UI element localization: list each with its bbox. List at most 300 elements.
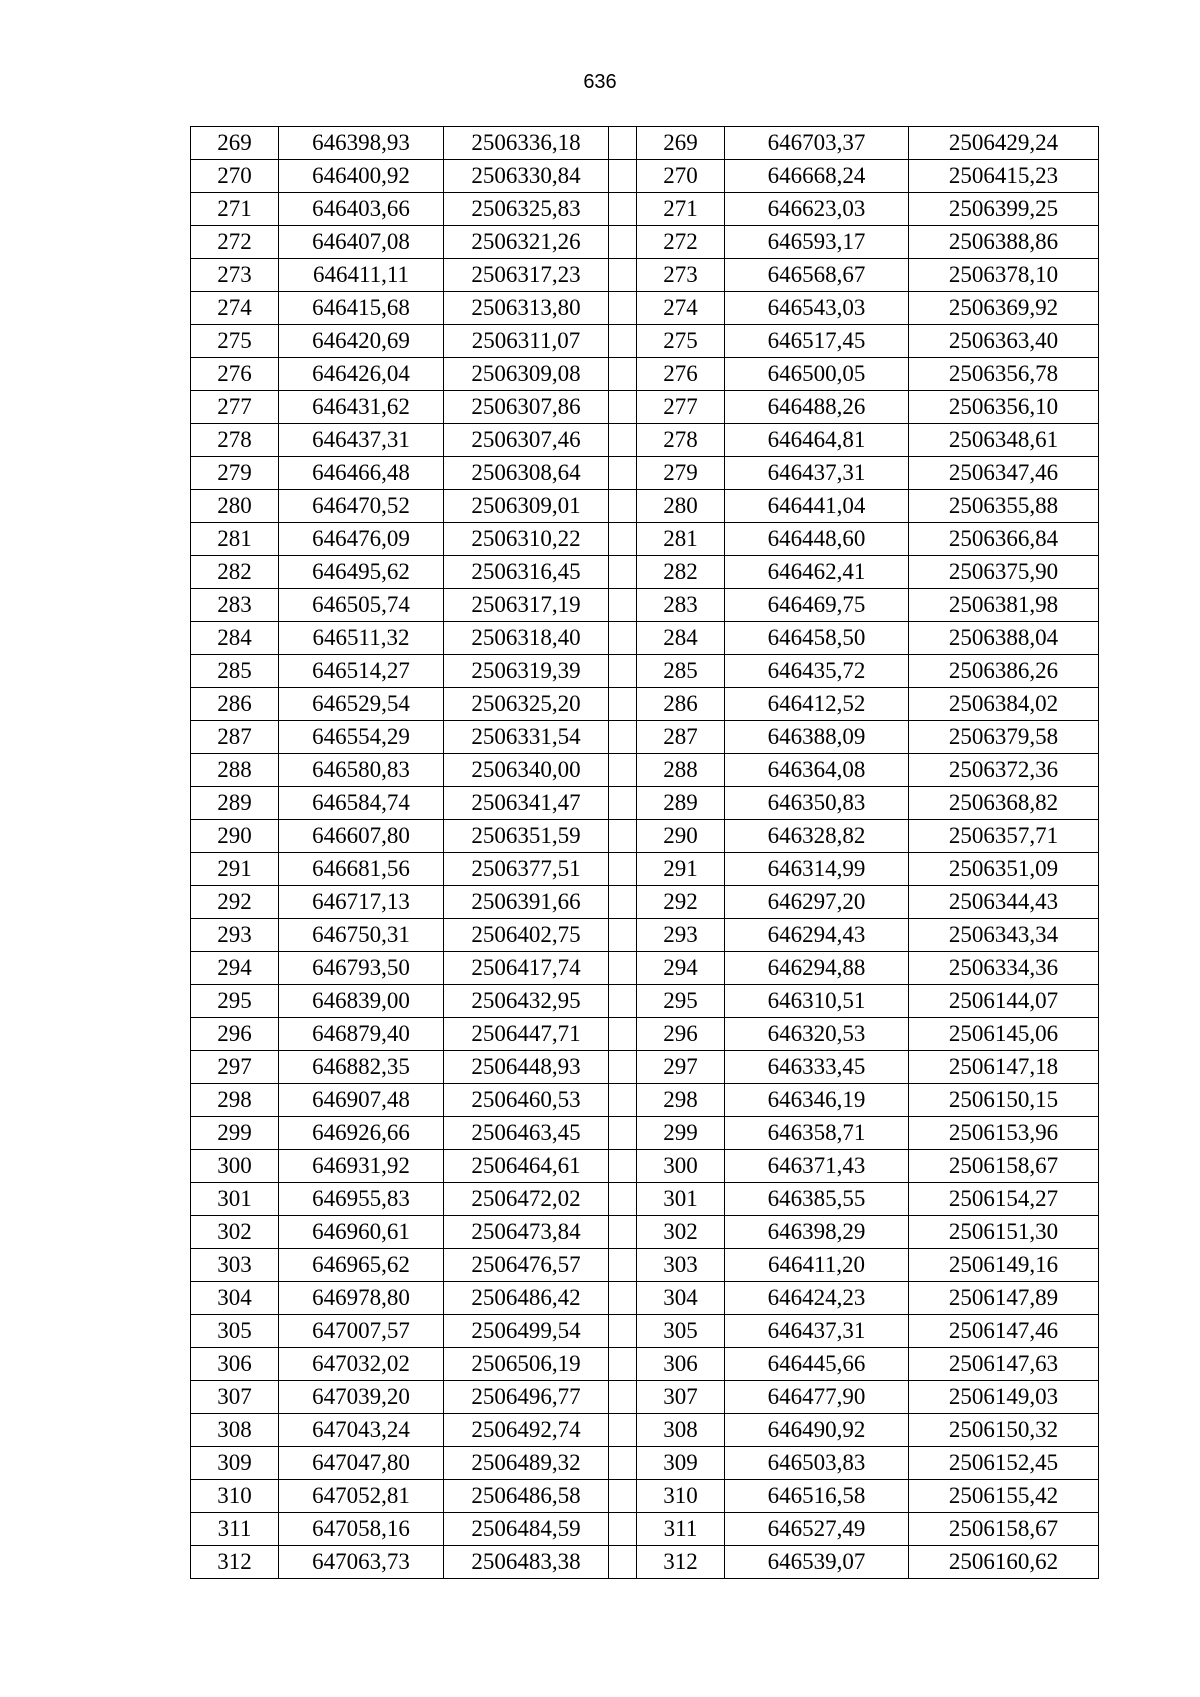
y-coordinate-cell: 2506158,67	[909, 1150, 1099, 1183]
y-coordinate-cell: 2506496,77	[444, 1381, 609, 1414]
x-coordinate-cell: 646488,26	[725, 391, 909, 424]
y-coordinate-cell: 2506379,58	[909, 721, 1099, 754]
point-number-cell: 296	[637, 1018, 725, 1051]
y-coordinate-cell: 2506372,36	[909, 754, 1099, 787]
table-row	[191, 1117, 1099, 1150]
y-coordinate-cell: 2506355,88	[909, 490, 1099, 523]
x-coordinate-cell: 646464,81	[725, 424, 909, 457]
spacer-cell	[609, 1051, 637, 1084]
point-number-cell: 305	[637, 1315, 725, 1348]
x-coordinate-cell: 646517,45	[725, 325, 909, 358]
y-coordinate-cell: 2506348,61	[909, 424, 1099, 457]
x-coordinate-cell: 646385,55	[725, 1183, 909, 1216]
spacer-cell	[609, 1381, 637, 1414]
point-number-cell: 279	[637, 457, 725, 490]
y-coordinate-cell: 2506375,90	[909, 556, 1099, 589]
x-coordinate-cell: 646310,51	[725, 985, 909, 1018]
spacer-cell	[609, 523, 637, 556]
point-number-cell: 293	[191, 919, 279, 952]
y-coordinate-cell: 2506384,02	[909, 688, 1099, 721]
y-coordinate-cell: 2506472,02	[444, 1183, 609, 1216]
y-coordinate-cell: 2506316,45	[444, 556, 609, 589]
table-row	[191, 259, 1099, 292]
point-number-cell: 308	[637, 1414, 725, 1447]
point-number-cell: 306	[637, 1348, 725, 1381]
x-coordinate-cell: 646458,50	[725, 622, 909, 655]
x-coordinate-cell: 646412,52	[725, 688, 909, 721]
table-row	[191, 1249, 1099, 1282]
point-number-cell: 275	[191, 325, 279, 358]
point-number-cell: 301	[191, 1183, 279, 1216]
point-number-cell: 285	[191, 655, 279, 688]
x-coordinate-cell: 646424,23	[725, 1282, 909, 1315]
point-number-cell: 292	[191, 886, 279, 919]
point-number-cell: 276	[637, 358, 725, 391]
x-coordinate-cell: 646462,41	[725, 556, 909, 589]
table-row	[191, 1051, 1099, 1084]
table-row	[191, 952, 1099, 985]
point-number-cell: 291	[637, 853, 725, 886]
point-number-cell: 298	[637, 1084, 725, 1117]
y-coordinate-cell: 2506341,47	[444, 787, 609, 820]
table-row	[191, 1018, 1099, 1051]
point-number-cell: 302	[191, 1216, 279, 1249]
x-coordinate-cell: 646500,05	[725, 358, 909, 391]
x-coordinate-cell: 646879,40	[279, 1018, 444, 1051]
x-coordinate-cell: 646294,88	[725, 952, 909, 985]
y-coordinate-cell: 2506149,03	[909, 1381, 1099, 1414]
point-number-cell: 281	[191, 523, 279, 556]
point-number-cell: 293	[637, 919, 725, 952]
coordinates-table	[190, 126, 1099, 1579]
x-coordinate-cell: 646358,71	[725, 1117, 909, 1150]
x-coordinate-cell: 647043,24	[279, 1414, 444, 1447]
x-coordinate-cell: 646955,83	[279, 1183, 444, 1216]
y-coordinate-cell: 2506447,71	[444, 1018, 609, 1051]
spacer-cell	[609, 655, 637, 688]
x-coordinate-cell: 647039,20	[279, 1381, 444, 1414]
point-number-cell: 291	[191, 853, 279, 886]
y-coordinate-cell: 2506307,86	[444, 391, 609, 424]
y-coordinate-cell: 2506331,54	[444, 721, 609, 754]
y-coordinate-cell: 2506368,82	[909, 787, 1099, 820]
spacer-cell	[609, 688, 637, 721]
y-coordinate-cell: 2506492,74	[444, 1414, 609, 1447]
x-coordinate-cell: 646505,74	[279, 589, 444, 622]
table-row	[191, 193, 1099, 226]
table-row	[191, 886, 1099, 919]
x-coordinate-cell: 646388,09	[725, 721, 909, 754]
x-coordinate-cell: 646580,83	[279, 754, 444, 787]
point-number-cell: 286	[191, 688, 279, 721]
y-coordinate-cell: 2506319,39	[444, 655, 609, 688]
x-coordinate-cell: 646437,31	[725, 457, 909, 490]
y-coordinate-cell: 2506356,10	[909, 391, 1099, 424]
point-number-cell: 310	[191, 1480, 279, 1513]
table-row	[191, 1447, 1099, 1480]
point-number-cell: 274	[191, 292, 279, 325]
y-coordinate-cell: 2506155,42	[909, 1480, 1099, 1513]
point-number-cell: 304	[637, 1282, 725, 1315]
y-coordinate-cell: 2506309,01	[444, 490, 609, 523]
point-number-cell: 285	[637, 655, 725, 688]
spacer-cell	[609, 1480, 637, 1513]
point-number-cell: 301	[637, 1183, 725, 1216]
point-number-cell: 280	[637, 490, 725, 523]
spacer-cell	[609, 1150, 637, 1183]
x-coordinate-cell: 646398,29	[725, 1216, 909, 1249]
x-coordinate-cell: 646346,19	[725, 1084, 909, 1117]
y-coordinate-cell: 2506402,75	[444, 919, 609, 952]
point-number-cell: 310	[637, 1480, 725, 1513]
y-coordinate-cell: 2506399,25	[909, 193, 1099, 226]
y-coordinate-cell: 2506344,43	[909, 886, 1099, 919]
spacer-cell	[609, 589, 637, 622]
table-row	[191, 622, 1099, 655]
y-coordinate-cell: 2506499,54	[444, 1315, 609, 1348]
x-coordinate-cell: 646320,53	[725, 1018, 909, 1051]
x-coordinate-cell: 646511,32	[279, 622, 444, 655]
y-coordinate-cell: 2506151,30	[909, 1216, 1099, 1249]
point-number-cell: 283	[637, 589, 725, 622]
point-number-cell: 289	[637, 787, 725, 820]
table-row	[191, 490, 1099, 523]
point-number-cell: 299	[191, 1117, 279, 1150]
y-coordinate-cell: 2506308,64	[444, 457, 609, 490]
x-coordinate-cell: 646328,82	[725, 820, 909, 853]
point-number-cell: 272	[637, 226, 725, 259]
y-coordinate-cell: 2506318,40	[444, 622, 609, 655]
point-number-cell: 302	[637, 1216, 725, 1249]
x-coordinate-cell: 646965,62	[279, 1249, 444, 1282]
y-coordinate-cell: 2506160,62	[909, 1546, 1099, 1579]
y-coordinate-cell: 2506147,46	[909, 1315, 1099, 1348]
x-coordinate-cell: 646495,62	[279, 556, 444, 589]
table-row	[191, 127, 1099, 160]
y-coordinate-cell: 2506149,16	[909, 1249, 1099, 1282]
x-coordinate-cell: 646411,20	[725, 1249, 909, 1282]
y-coordinate-cell: 2506158,67	[909, 1513, 1099, 1546]
x-coordinate-cell: 646448,60	[725, 523, 909, 556]
table-row	[191, 160, 1099, 193]
y-coordinate-cell: 2506484,59	[444, 1513, 609, 1546]
spacer-cell	[609, 820, 637, 853]
point-number-cell: 307	[637, 1381, 725, 1414]
x-coordinate-cell: 646294,43	[725, 919, 909, 952]
x-coordinate-cell: 646297,20	[725, 886, 909, 919]
point-number-cell: 296	[191, 1018, 279, 1051]
x-coordinate-cell: 646793,50	[279, 952, 444, 985]
x-coordinate-cell: 646882,35	[279, 1051, 444, 1084]
x-coordinate-cell: 647058,16	[279, 1513, 444, 1546]
y-coordinate-cell: 2506340,00	[444, 754, 609, 787]
point-number-cell: 269	[637, 127, 725, 160]
spacer-cell	[609, 1183, 637, 1216]
point-number-cell: 271	[637, 193, 725, 226]
spacer-cell	[609, 952, 637, 985]
table-row	[191, 853, 1099, 886]
spacer-cell	[609, 127, 637, 160]
x-coordinate-cell: 647047,80	[279, 1447, 444, 1480]
table-row	[191, 1084, 1099, 1117]
y-coordinate-cell: 2506325,20	[444, 688, 609, 721]
y-coordinate-cell: 2506377,51	[444, 853, 609, 886]
x-coordinate-cell: 646477,90	[725, 1381, 909, 1414]
coordinates-table-body	[191, 127, 1099, 1579]
point-number-cell: 284	[637, 622, 725, 655]
table-row	[191, 556, 1099, 589]
point-number-cell: 269	[191, 127, 279, 160]
table-row	[191, 688, 1099, 721]
point-number-cell: 309	[637, 1447, 725, 1480]
spacer-cell	[609, 556, 637, 589]
point-number-cell: 283	[191, 589, 279, 622]
point-number-cell: 300	[637, 1150, 725, 1183]
spacer-cell	[609, 721, 637, 754]
point-number-cell: 288	[637, 754, 725, 787]
point-number-cell: 307	[191, 1381, 279, 1414]
x-coordinate-cell: 646931,92	[279, 1150, 444, 1183]
table-row	[191, 1348, 1099, 1381]
x-coordinate-cell: 646437,31	[279, 424, 444, 457]
spacer-cell	[609, 292, 637, 325]
table-row	[191, 1546, 1099, 1579]
y-coordinate-cell: 2506310,22	[444, 523, 609, 556]
x-coordinate-cell: 646435,72	[725, 655, 909, 688]
y-coordinate-cell: 2506347,46	[909, 457, 1099, 490]
point-number-cell: 299	[637, 1117, 725, 1150]
y-coordinate-cell: 2506150,32	[909, 1414, 1099, 1447]
point-number-cell: 270	[637, 160, 725, 193]
x-coordinate-cell: 646584,74	[279, 787, 444, 820]
x-coordinate-cell: 646717,13	[279, 886, 444, 919]
y-coordinate-cell: 2506307,46	[444, 424, 609, 457]
table-row	[191, 292, 1099, 325]
spacer-cell	[609, 193, 637, 226]
point-number-cell: 308	[191, 1414, 279, 1447]
point-number-cell: 273	[637, 259, 725, 292]
spacer-cell	[609, 985, 637, 1018]
table-row	[191, 523, 1099, 556]
point-number-cell: 278	[191, 424, 279, 457]
point-number-cell: 311	[637, 1513, 725, 1546]
y-coordinate-cell: 2506321,26	[444, 226, 609, 259]
table-row	[191, 820, 1099, 853]
x-coordinate-cell: 646607,80	[279, 820, 444, 853]
table-row	[191, 1315, 1099, 1348]
y-coordinate-cell: 2506388,86	[909, 226, 1099, 259]
spacer-cell	[609, 259, 637, 292]
x-coordinate-cell: 646839,00	[279, 985, 444, 1018]
x-coordinate-cell: 646476,09	[279, 523, 444, 556]
point-number-cell: 276	[191, 358, 279, 391]
point-number-cell: 281	[637, 523, 725, 556]
x-coordinate-cell: 647007,57	[279, 1315, 444, 1348]
point-number-cell: 287	[637, 721, 725, 754]
x-coordinate-cell: 646470,52	[279, 490, 444, 523]
point-number-cell: 284	[191, 622, 279, 655]
y-coordinate-cell: 2506417,74	[444, 952, 609, 985]
x-coordinate-cell: 646400,92	[279, 160, 444, 193]
y-coordinate-cell: 2506476,57	[444, 1249, 609, 1282]
y-coordinate-cell: 2506154,27	[909, 1183, 1099, 1216]
page-number: 636	[583, 71, 617, 93]
y-coordinate-cell: 2506336,18	[444, 127, 609, 160]
x-coordinate-cell: 646681,56	[279, 853, 444, 886]
table-row	[191, 1183, 1099, 1216]
y-coordinate-cell: 2506357,71	[909, 820, 1099, 853]
table-row	[191, 721, 1099, 754]
table-row	[191, 985, 1099, 1018]
table-row	[191, 1150, 1099, 1183]
spacer-cell	[609, 160, 637, 193]
x-coordinate-cell: 646371,43	[725, 1150, 909, 1183]
x-coordinate-cell: 646527,49	[725, 1513, 909, 1546]
point-number-cell: 287	[191, 721, 279, 754]
point-number-cell: 312	[191, 1546, 279, 1579]
x-coordinate-cell: 646668,24	[725, 160, 909, 193]
spacer-cell	[609, 424, 637, 457]
table-row	[191, 1381, 1099, 1414]
y-coordinate-cell: 2506343,34	[909, 919, 1099, 952]
spacer-cell	[609, 1546, 637, 1579]
table-row	[191, 1480, 1099, 1513]
point-number-cell: 305	[191, 1315, 279, 1348]
y-coordinate-cell: 2506317,19	[444, 589, 609, 622]
x-coordinate-cell: 646543,03	[725, 292, 909, 325]
x-coordinate-cell: 646314,99	[725, 853, 909, 886]
point-number-cell: 282	[191, 556, 279, 589]
y-coordinate-cell: 2506351,09	[909, 853, 1099, 886]
y-coordinate-cell: 2506152,45	[909, 1447, 1099, 1480]
y-coordinate-cell: 2506325,83	[444, 193, 609, 226]
y-coordinate-cell: 2506145,06	[909, 1018, 1099, 1051]
table-row	[191, 754, 1099, 787]
spacer-cell	[609, 226, 637, 259]
spacer-cell	[609, 1513, 637, 1546]
point-number-cell: 298	[191, 1084, 279, 1117]
y-coordinate-cell: 2506150,15	[909, 1084, 1099, 1117]
y-coordinate-cell: 2506330,84	[444, 160, 609, 193]
y-coordinate-cell: 2506448,93	[444, 1051, 609, 1084]
table-row	[191, 457, 1099, 490]
y-coordinate-cell: 2506378,10	[909, 259, 1099, 292]
point-number-cell: 277	[191, 391, 279, 424]
y-coordinate-cell: 2506464,61	[444, 1150, 609, 1183]
point-number-cell: 295	[191, 985, 279, 1018]
spacer-cell	[609, 919, 637, 952]
y-coordinate-cell: 2506369,92	[909, 292, 1099, 325]
x-coordinate-cell: 646441,04	[725, 490, 909, 523]
x-coordinate-cell: 646503,83	[725, 1447, 909, 1480]
spacer-cell	[609, 1447, 637, 1480]
x-coordinate-cell: 646364,08	[725, 754, 909, 787]
table-row	[191, 1414, 1099, 1447]
y-coordinate-cell: 2506147,89	[909, 1282, 1099, 1315]
x-coordinate-cell: 646490,92	[725, 1414, 909, 1447]
table-row	[191, 1513, 1099, 1546]
y-coordinate-cell: 2506313,80	[444, 292, 609, 325]
spacer-cell	[609, 1249, 637, 1282]
x-coordinate-cell: 646426,04	[279, 358, 444, 391]
x-coordinate-cell: 646516,58	[725, 1480, 909, 1513]
spacer-cell	[609, 886, 637, 919]
spacer-cell	[609, 1018, 637, 1051]
x-coordinate-cell: 646750,31	[279, 919, 444, 952]
spacer-cell	[609, 1117, 637, 1150]
spacer-cell	[609, 754, 637, 787]
table-row	[191, 358, 1099, 391]
x-coordinate-cell: 646398,93	[279, 127, 444, 160]
x-coordinate-cell: 646411,11	[279, 259, 444, 292]
point-number-cell: 277	[637, 391, 725, 424]
x-coordinate-cell: 647052,81	[279, 1480, 444, 1513]
point-number-cell: 290	[191, 820, 279, 853]
table-row	[191, 919, 1099, 952]
table-row	[191, 226, 1099, 259]
table-row	[191, 391, 1099, 424]
x-coordinate-cell: 646978,80	[279, 1282, 444, 1315]
x-coordinate-cell: 647032,02	[279, 1348, 444, 1381]
point-number-cell: 303	[637, 1249, 725, 1282]
spacer-cell	[609, 1348, 637, 1381]
y-coordinate-cell: 2506463,45	[444, 1117, 609, 1150]
x-coordinate-cell: 646437,31	[725, 1315, 909, 1348]
table-row	[191, 424, 1099, 457]
x-coordinate-cell: 646431,62	[279, 391, 444, 424]
y-coordinate-cell: 2506391,66	[444, 886, 609, 919]
point-number-cell: 290	[637, 820, 725, 853]
y-coordinate-cell: 2506351,59	[444, 820, 609, 853]
y-coordinate-cell: 2506381,98	[909, 589, 1099, 622]
spacer-cell	[609, 1216, 637, 1249]
point-number-cell: 306	[191, 1348, 279, 1381]
point-number-cell: 294	[191, 952, 279, 985]
point-number-cell: 292	[637, 886, 725, 919]
x-coordinate-cell: 646403,66	[279, 193, 444, 226]
point-number-cell: 279	[191, 457, 279, 490]
spacer-cell	[609, 1315, 637, 1348]
x-coordinate-cell: 646333,45	[725, 1051, 909, 1084]
y-coordinate-cell: 2506483,38	[444, 1546, 609, 1579]
point-number-cell: 282	[637, 556, 725, 589]
x-coordinate-cell: 646350,83	[725, 787, 909, 820]
spacer-cell	[609, 1414, 637, 1447]
y-coordinate-cell: 2506388,04	[909, 622, 1099, 655]
spacer-cell	[609, 1084, 637, 1117]
y-coordinate-cell: 2506363,40	[909, 325, 1099, 358]
point-number-cell: 311	[191, 1513, 279, 1546]
x-coordinate-cell: 646926,66	[279, 1117, 444, 1150]
y-coordinate-cell: 2506147,18	[909, 1051, 1099, 1084]
x-coordinate-cell: 646593,17	[725, 226, 909, 259]
point-number-cell: 295	[637, 985, 725, 1018]
x-coordinate-cell: 646445,66	[725, 1348, 909, 1381]
table-row	[191, 325, 1099, 358]
x-coordinate-cell: 646529,54	[279, 688, 444, 721]
y-coordinate-cell: 2506460,53	[444, 1084, 609, 1117]
spacer-cell	[609, 622, 637, 655]
x-coordinate-cell: 646568,67	[725, 259, 909, 292]
x-coordinate-cell: 646907,48	[279, 1084, 444, 1117]
point-number-cell: 272	[191, 226, 279, 259]
x-coordinate-cell: 647063,73	[279, 1546, 444, 1579]
point-number-cell: 300	[191, 1150, 279, 1183]
point-number-cell: 288	[191, 754, 279, 787]
x-coordinate-cell: 646415,68	[279, 292, 444, 325]
table-row	[191, 655, 1099, 688]
x-coordinate-cell: 646960,61	[279, 1216, 444, 1249]
